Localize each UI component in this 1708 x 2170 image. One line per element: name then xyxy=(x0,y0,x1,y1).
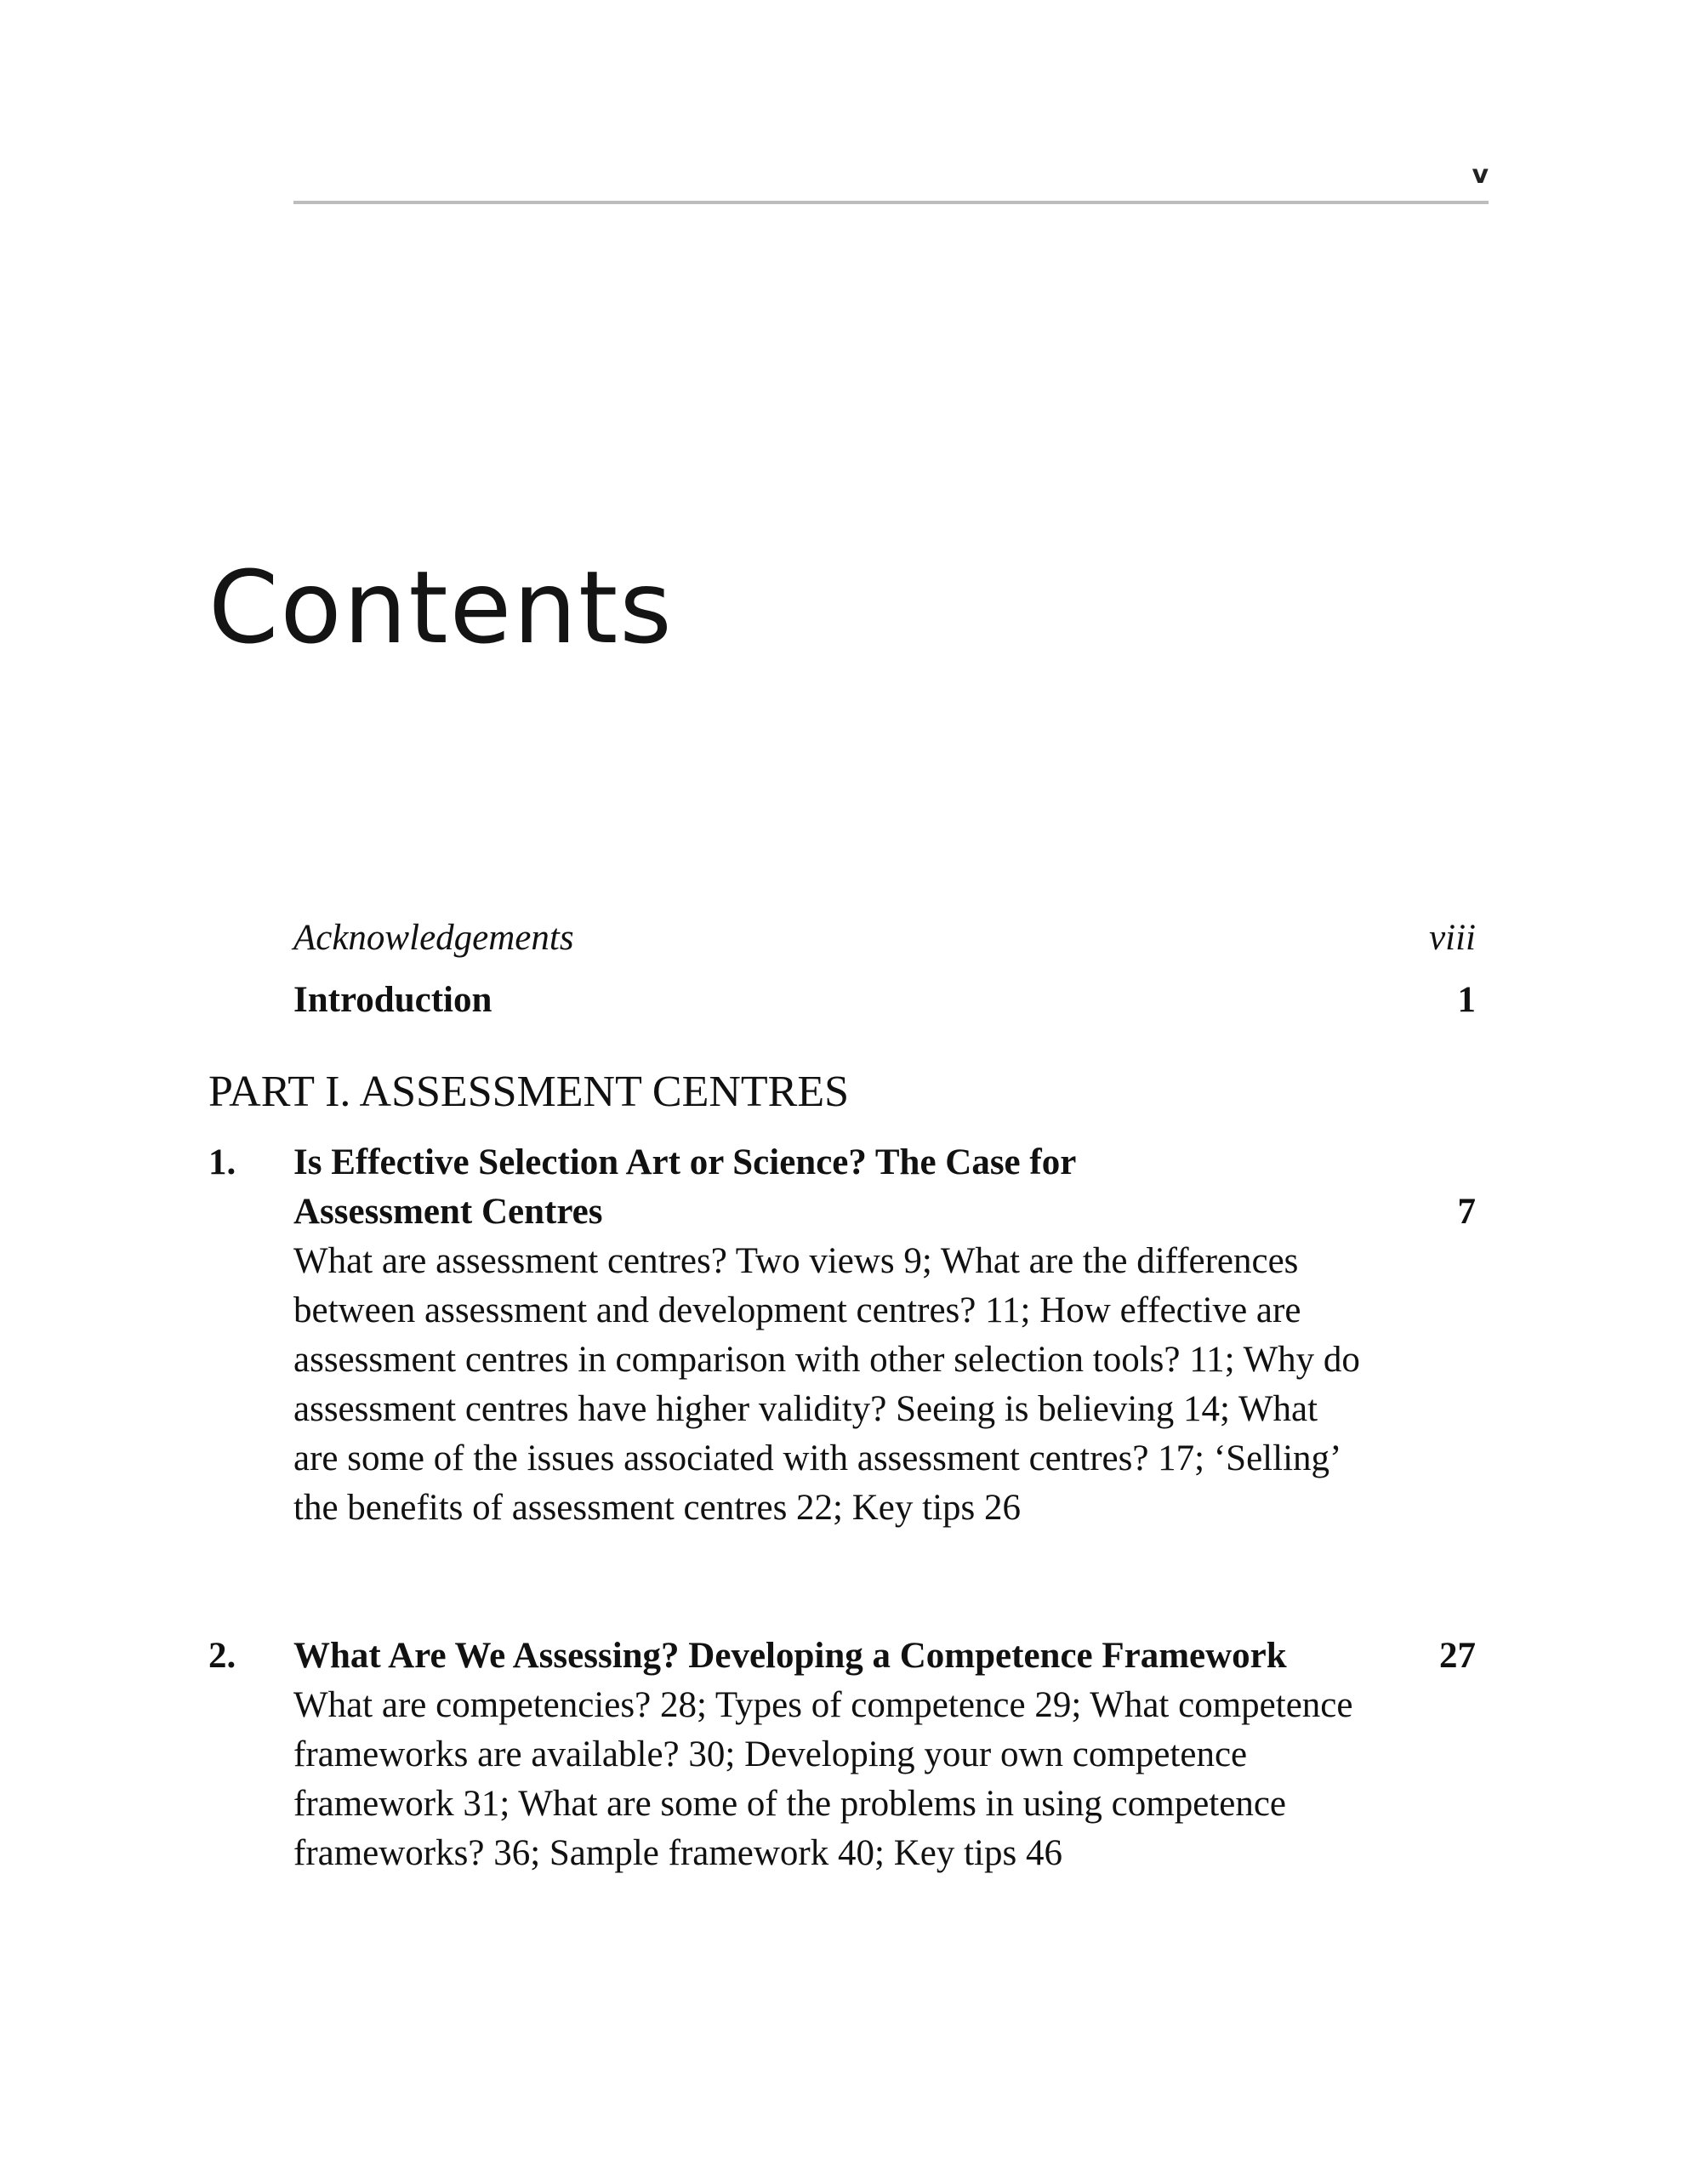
chapter-description: What are assessment centres? Two views 9; What are the differences between assessment and development centres? 11; How effective are assessment centres in comparison with other selection tools? 11; Why do assessment centres have higher validity? Seeing is believing 14; What are some of the issues associated with assessment centres? 17; ‘Selling’ the benefits of assessment centres 22; Key tips 26 xyxy=(293,1241,1360,1528)
chapter-description: What are competencies? 28; Types of competence 29; What competence frameworks are available? 30; Developing your own competence framework 31; What are some of the problems in using competence frameworks? 36; Sample framework 40; Key tips 46 xyxy=(293,1685,1353,1873)
page-title: Contents xyxy=(208,549,674,666)
page-number: v xyxy=(1472,160,1489,190)
toc-entry-acknowledgements[interactable] xyxy=(293,914,1476,963)
chapter-number: 1. xyxy=(208,1142,236,1182)
header-rule xyxy=(293,201,1489,204)
toc-entry-page: 1 xyxy=(1457,980,1476,1020)
toc-entry-page: viii xyxy=(1429,918,1476,958)
chapter-body xyxy=(293,1632,1476,1878)
part-heading: PART I. ASSESSMENT CENTRES xyxy=(208,1068,850,1116)
chapter-title-line xyxy=(293,1632,1476,1681)
toc-entry-label: Acknowledgements xyxy=(293,918,574,958)
chapter-body xyxy=(293,1138,1476,1533)
chapter-page: 27 xyxy=(1439,1636,1476,1676)
chapter-title-line2: Assessment Centres xyxy=(293,1192,603,1232)
chapter-title-line1: Is Effective Selection Art or Science? The Case for xyxy=(293,1142,1077,1182)
chapter-title-line xyxy=(293,1188,1476,1237)
chapter-title-line xyxy=(293,1138,1476,1188)
toc-entry-introduction[interactable] xyxy=(293,976,1476,1025)
chapter-page: 7 xyxy=(1457,1192,1476,1232)
chapter-title-line1: What Are We Assessing? Developing a Competence Framework xyxy=(293,1636,1287,1676)
chapter-number: 2. xyxy=(208,1636,236,1676)
toc-entry-label: Introduction xyxy=(293,980,492,1020)
